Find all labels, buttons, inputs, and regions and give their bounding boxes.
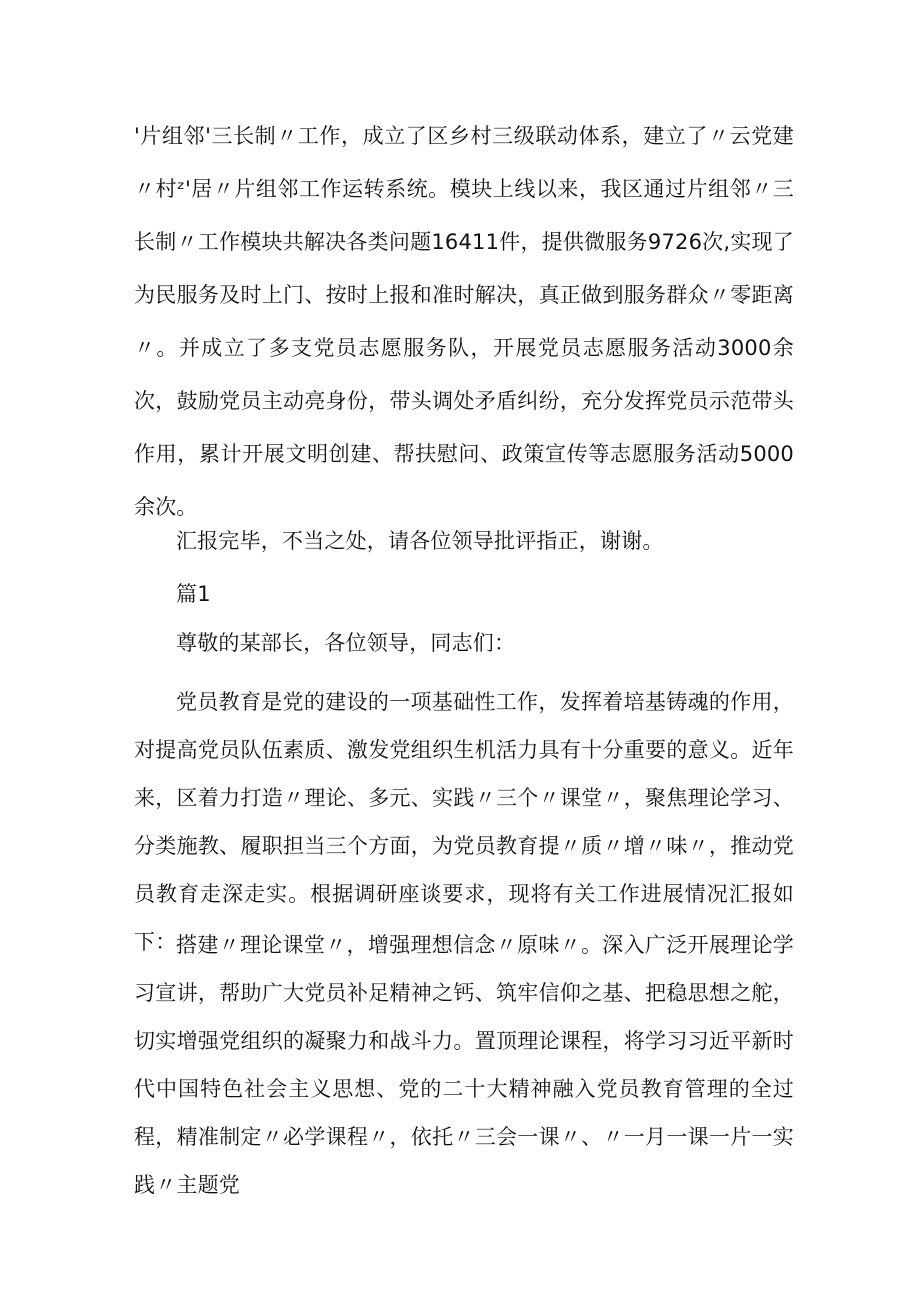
paragraph-closing-remark: 汇报完毕，不当之处，请各位领导批评指正，谢谢。 bbox=[176, 529, 664, 553]
section-heading: 篇1 bbox=[176, 582, 211, 606]
paragraph-service-results: '片组邻'三长制〃工作，成立了区乡村三级联动体系，建立了〃云党建〃村ᶻ'居〃片组邻工作运转系统。模块上线以来，我区通过片组邻〃三长制〃工作模块共解决各类问题16411件，提供微服务9726次,实现了为民服务及时上门、按时上报和准时解决，真正做到服务群众〃零距离〃。并成立了多支党员志愿服务队，开展党员志愿服务活动3000余次，鼓励党员主动亮身份，带头调处矛盾纠纷，充分发挥党员示范带头作用，累计开展文明创建、帮扶慰问、政策宣传等志愿服务活动5000余次。 bbox=[134, 124, 794, 519]
paragraph-theory-classroom: 搭建〃理论课堂〃，增强理想信念〃原味〃。深入广泛开展理论学习宣讲，帮助广大党员补足精神之钙、筑牢信仰之基、把稳思想之舵，切实增强党组织的凝聚力和战斗力。置顶理论课程，将学习习近平新时代中国特色社会主义思想、党的二十大精神融入党员教育管理的全过程，精准制定〃必学课程〃，依托〃三会一课〃、〃一月一课一片一实践〃主题党 bbox=[134, 933, 794, 1197]
paragraph-party-education: 党员教育是党的建设的一项基础性工作，发挥着培基铸魂的作用，对提高党员队伍素质、激发党组织生机活力具有十分重要的意义。近年来，区着力打造〃理论、多元、实践〃三个〃课堂〃，聚焦理论学习、分类施教、履职担当三个方面，为党员教育提〃质〃增〃味〃，推动党员教育走深走实。根据调研座谈要求，现将有关工作进展情况汇报如下： bbox=[134, 690, 794, 954]
paragraph-salutation: 尊敬的某部长，各位领导，同志们： bbox=[176, 631, 516, 655]
